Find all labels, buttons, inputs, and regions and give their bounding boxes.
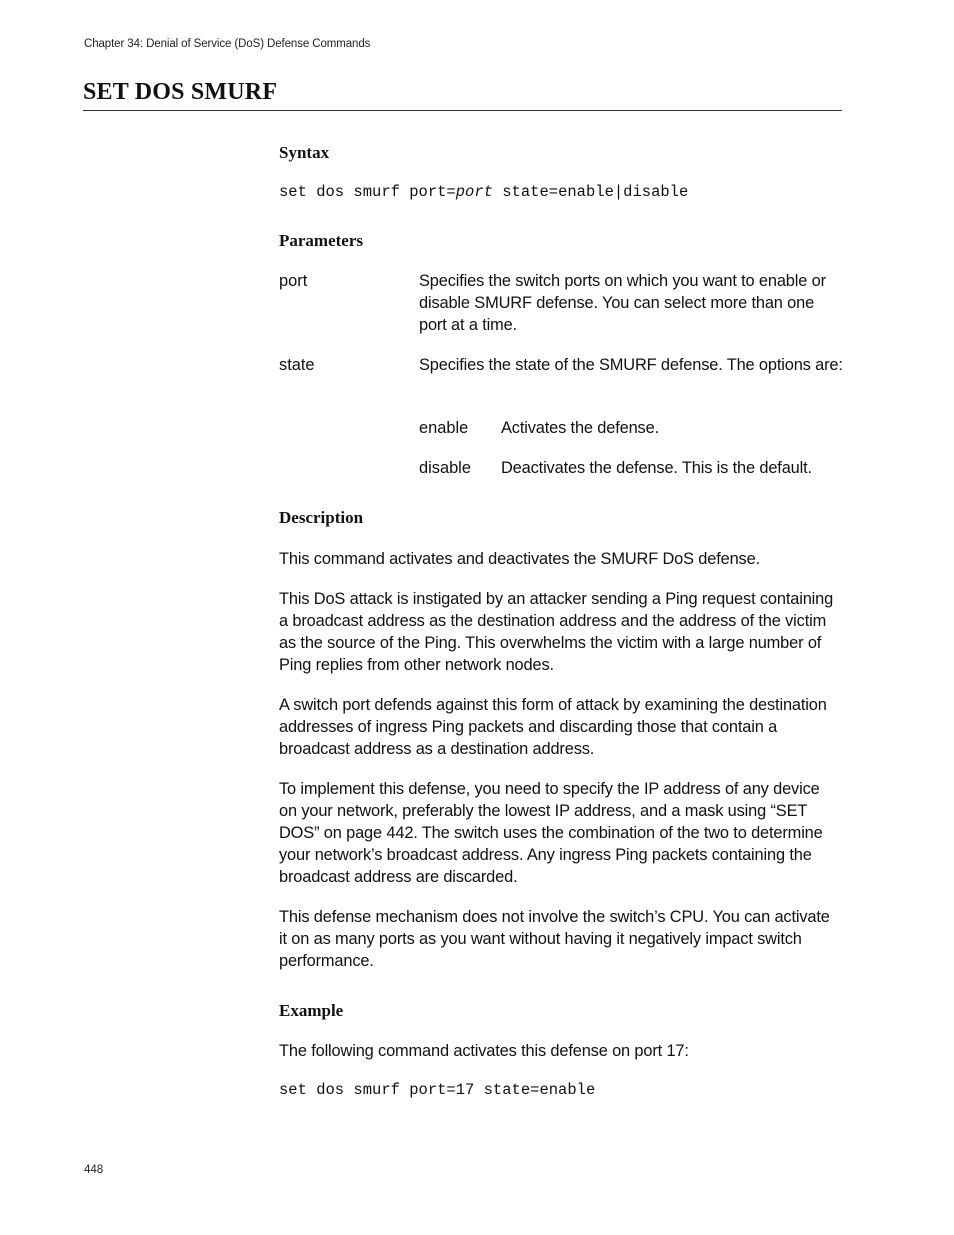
- syntax-heading: Syntax: [279, 143, 330, 162]
- example-heading: Example: [279, 1001, 344, 1020]
- option-desc-disable: Deactivates the defense. This is the default.: [501, 459, 812, 477]
- option-name-disable: disable: [419, 459, 471, 477]
- description-paragraph: This DoS attack is instigated by an attacker sending a Ping request containing a broadcast address as the destination address and the address of the victim as the source of the Ping. This overwhelms the victim with a large number of Ping replies from other network nodes.: [279, 590, 834, 674]
- parameters-heading: Parameters: [279, 231, 364, 250]
- example-intro: The following command activates this defense on port 17:: [279, 1042, 689, 1060]
- syntax-arg: port: [455, 183, 493, 201]
- description-paragraph: This defense mechanism does not involve the switch’s CPU. You can activate it on as many ports as you want without having it negatively impact switch performance.: [279, 908, 830, 970]
- description-paragraph: To implement this defense, you need to specify the IP address of any device on your network, preferably the lowest IP address, and a mask using “SET DOS” on page 442. The switch uses the combination of the two to determine your network’s broadcast address. Any ingress Ping packets containing the broadcast address are discarded.: [279, 780, 823, 886]
- description-heading: Description: [279, 508, 364, 527]
- syntax-suffix: state=enable|disable: [492, 183, 689, 201]
- syntax-code: [279, 182, 688, 202]
- page-title: SET DOS SMURF: [83, 79, 278, 105]
- description-paragraph: A switch port defends against this form of attack by examining the destination addresses of ingress Ping packets and discarding those that contain a broadcast address as a destination address.: [279, 696, 827, 758]
- option-desc-enable: Activates the defense.: [501, 419, 659, 437]
- page-number: 448: [84, 1164, 104, 1176]
- param-name-port: port: [279, 272, 308, 290]
- param-name-state: state: [279, 356, 315, 374]
- example-code: set dos smurf port=17 state=enable: [279, 1081, 596, 1099]
- param-desc-state: Specifies the state of the SMURF defense. The options are:: [419, 356, 843, 374]
- title-rule: [83, 110, 842, 111]
- option-name-enable: enable: [419, 419, 469, 437]
- description-paragraph: This command activates and deactivates the SMURF DoS defense.: [279, 550, 760, 568]
- running-header: Chapter 34: Denial of Service (DoS) Defense Commands: [84, 38, 371, 50]
- syntax-prefix: set dos smurf port=: [279, 183, 456, 201]
- param-desc-port: Specifies the switch ports on which you want to enable or disable SMURF defense. You can select more than one port at a time.: [419, 272, 826, 334]
